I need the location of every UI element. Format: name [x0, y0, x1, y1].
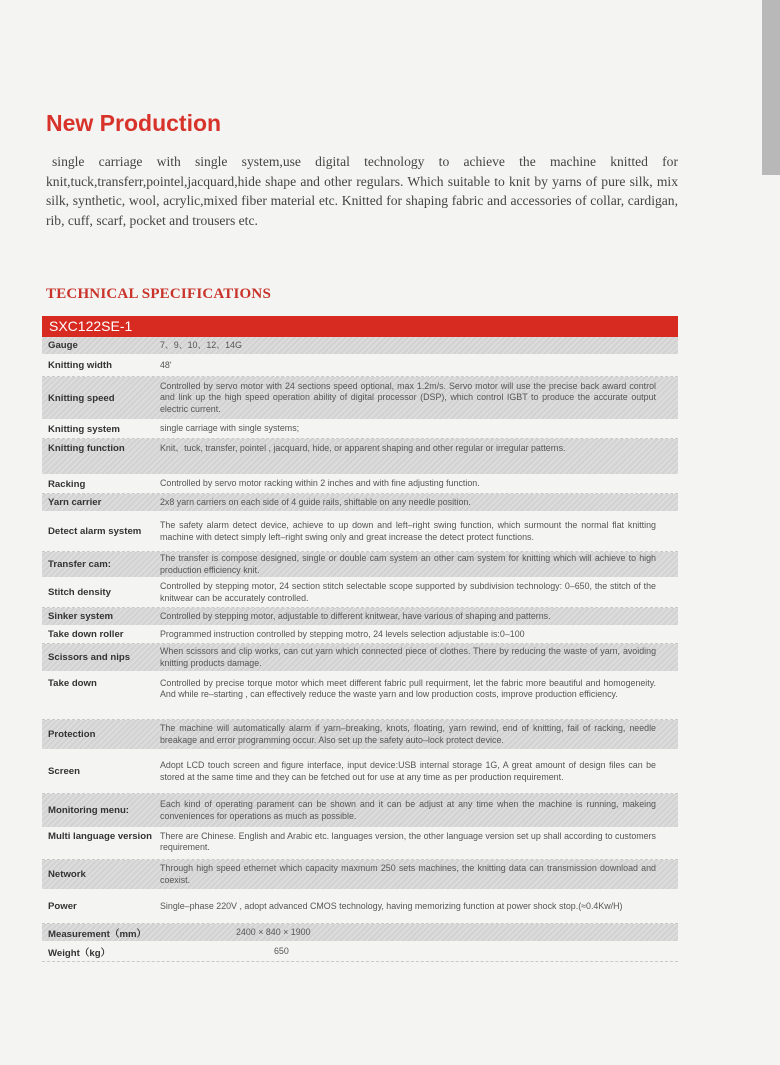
spec-value: Through high speed ethernet which capacity maxmum 250 sets machines, the knitting data can transmission download and coexist.: [160, 863, 656, 885]
spec-row-yarn-carrier: [42, 494, 678, 512]
model-name-bar: SXC122SE-1: [42, 316, 678, 337]
spec-label: Power: [48, 901, 77, 912]
page-title: New Production: [46, 110, 222, 136]
spec-value: When scissors and clip works, can cut yarn which connected piece of clothes. There by reducing the waste of yarn, avoiding knitting products damage.: [160, 646, 656, 668]
spec-label: Network: [48, 869, 86, 880]
spec-value: Controlled by servo motor with 24 sections speed optional, max 1.2m/s. Servo motor will use the precise back award control and link up the high speed operation ability of digital processor (DSP), which control IGBT to produce the accurate output electric current.: [160, 380, 656, 414]
spec-value: Controlled by stepping motor, 24 section stitch selectable scope supported by subdivision technology: 0–650, the stitch of the knitwear can be accurately controlled.: [160, 581, 656, 603]
page-edge-strip: [762, 0, 780, 175]
spec-row-weight: [42, 942, 678, 962]
spec-value: Single–phase 220V , adopt advanced CMOS technology, having memorizing function at power shock stop.(≈0.4Kw/H): [160, 900, 623, 911]
spec-label: Multi language version: [48, 831, 152, 842]
spec-value: Adopt LCD touch screen and figure interface, input device:USB internal storage 1G, A great amount of design files can be stored at the same time and they can be fetched out for use at any time as per production requirement.: [160, 760, 656, 782]
spec-row-knitting-speed: [42, 377, 678, 420]
spec-heading: TECHNICAL SPECIFICATIONS: [46, 286, 271, 302]
spec-row-knitting-width: [42, 355, 678, 377]
spec-row-knitting-function: [42, 439, 678, 475]
spec-row-monitoring-menu: [42, 794, 678, 828]
spec-value: single carriage with single systems;: [160, 423, 300, 434]
spec-value: 7、9、10、12、14G: [160, 339, 242, 350]
spec-value: Knit、tuck, transfer, pointel , jacquard, hide, or apparent shaping and other regular or irregular patterns.: [160, 443, 566, 453]
spec-row-scissors-and-nips: [42, 644, 678, 672]
spec-label: Detect alarm system: [48, 526, 142, 537]
spec-row-detect-alarm-system: [42, 512, 678, 552]
spec-row-protection: [42, 720, 678, 750]
intro-paragraph: single carriage with single system,use digital technology to achieve the machine knitted for knit,tuck,transferr,pointel,jacquard,hide shape and other regulars. Which suitable to knit by yarns of pure silk, mix silk, synthetic, wool, acrylic,mixed fiber material etc. Knitted for shaping fabric and accessories of collar, cardigan, rib, cuff, scarf, pocket and trousers etc.: [46, 154, 678, 228]
spec-label: Protection: [48, 729, 96, 740]
spec-value: Programmed instruction controlled by stepping motro, 24 levels selection adjustable is:0–100: [160, 628, 525, 639]
spec-label: Knitting function: [48, 443, 125, 454]
spec-row-stitch-density: [42, 578, 678, 608]
spec-row-racking: [42, 475, 678, 494]
spec-value: 650: [274, 945, 289, 956]
spec-row-multi-language: [42, 828, 678, 860]
spec-value: Controlled by stepping motor, adjustable to different knitwear, have various of shaping and patterns.: [160, 610, 551, 621]
spec-row-knitting-system: [42, 420, 678, 439]
spec-label: Knitting speed: [48, 392, 115, 404]
spec-value: 2x8 yarn carriers on each side of 4 guide rails, shiftable on any needle position.: [160, 496, 471, 507]
spec-value: Controlled by servo motor racking within 2 inches and with fine adjusting function.: [160, 478, 480, 489]
spec-label: Take down: [48, 678, 97, 689]
spec-row-network: [42, 860, 678, 890]
spec-label: Knitting width: [48, 360, 112, 371]
spec-label: Racking: [48, 478, 86, 490]
spec-label: Screen: [48, 766, 80, 777]
spec-row-take-down: [42, 672, 678, 720]
spec-label: Stitch density: [48, 587, 111, 598]
spec-label: Monitoring menu:: [48, 805, 129, 816]
spec-value: The transfer is compose designed, single or double cam system an other cam system for knitting which will achieve to high production efficiency knit.: [160, 553, 656, 575]
spec-label: Transfer cam:: [48, 559, 111, 570]
spec-table: [42, 337, 678, 962]
spec-row-gauge: [42, 337, 678, 355]
spec-value: Controlled by precise torque motor which meet different fabric pull requirment, let the fabric more beautiful and homogeneity. And while re–starting , can effectively reduce the waste yarn and low production costs, improve production efficiency.: [160, 678, 656, 700]
spec-value: The machine will automatically alarm if yarn–breaking, knots, floating, yarn rewind, end of knitting, fail of racking, needle breakage and error programming occur. Also set up the safety auto–lock protect device.: [160, 723, 656, 745]
spec-label: Measurement（mm）: [48, 928, 147, 940]
spec-row-screen: [42, 750, 678, 794]
spec-label: Scissors and nips: [48, 652, 131, 663]
spec-label: Take down roller: [48, 629, 124, 640]
spec-row-take-down-roller: [42, 626, 678, 644]
spec-label: Yarn carrier: [48, 497, 102, 508]
spec-value: There are Chinese. English and Arabic etc. languages version, the other language version set up shall according to customers requirement.: [160, 831, 656, 853]
spec-row-power: [42, 890, 678, 924]
spec-row-transfer-cam: [42, 552, 678, 578]
spec-label: Weight（kg）: [48, 947, 111, 959]
spec-value: The safety alarm detect device, achieve to up down and left–right swing function, which surmount the normal flat knitting machine with detect simply left–right swing only and great increase the detect protect functions.: [160, 520, 656, 542]
spec-row-measurement: [42, 924, 678, 942]
spec-label: Sinker system: [48, 611, 114, 622]
spec-label: Knitting system: [48, 423, 120, 435]
spec-value: 2400 × 840 × 1900: [236, 926, 311, 937]
spec-row-sinker-system: [42, 608, 678, 626]
spec-label: Gauge: [48, 340, 78, 351]
spec-value: 48': [160, 359, 172, 370]
spec-value: Each kind of operating parament can be shown and it can be adjust at any time when the machine is running, makeing conveniences for operations as much as possible.: [160, 799, 656, 821]
